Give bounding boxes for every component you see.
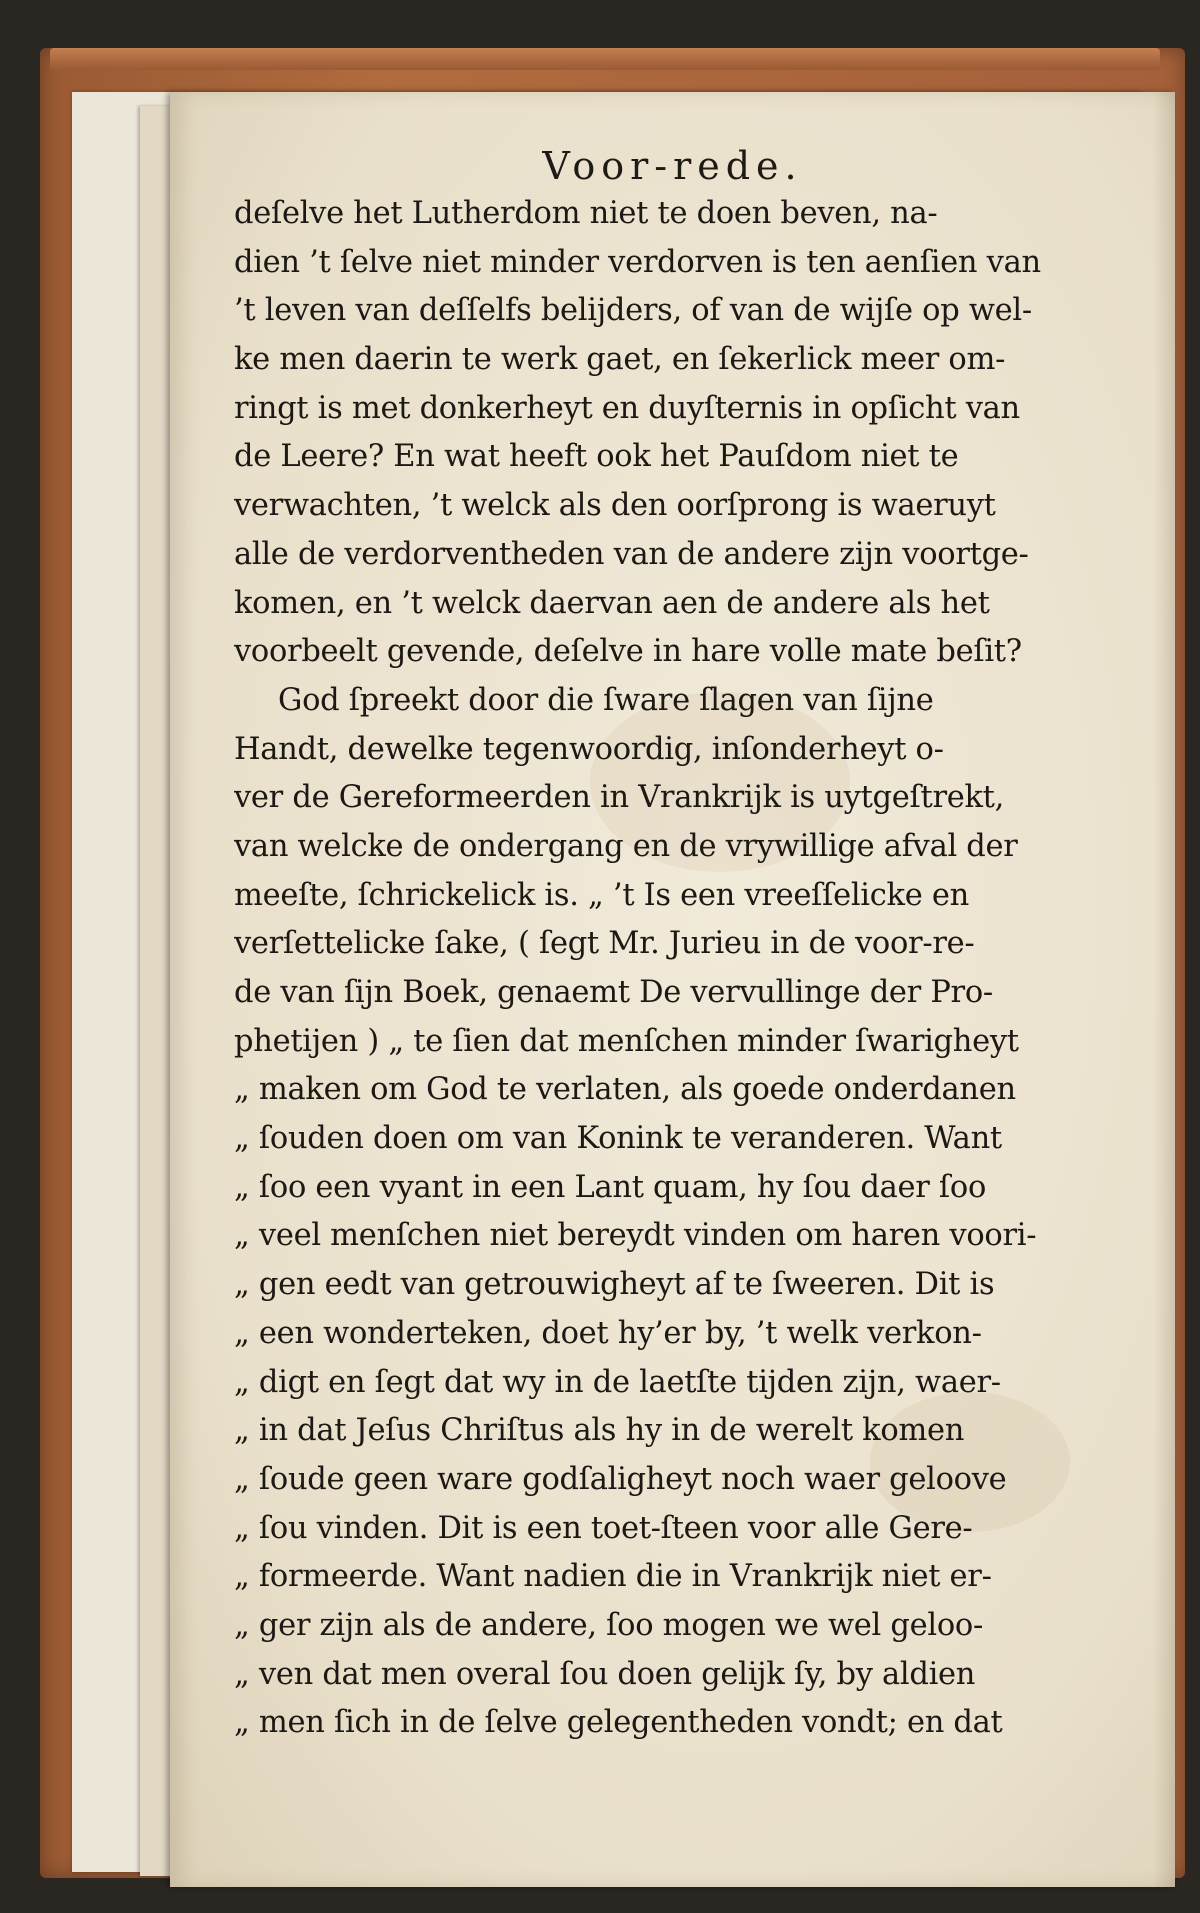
text-line: verſettelicke ſake, ( ſegt Mr. Jurieu in de voor-re-: [234, 926, 975, 962]
text-line: ’t leven van deſſelfs belijders, of van de wijſe op wel-: [234, 293, 1032, 329]
quote-line: „ men ſich in de ſelve gelegentheden vondt; en dat: [234, 1705, 1003, 1741]
text-line: de van ſijn Boek, genaemt De vervullinge der Pro-: [234, 975, 993, 1010]
quote-line: „ ſouden doen om van Konink te veranderen. Want: [234, 1121, 1002, 1157]
quote-line: „ ſoo een vyant in een Lant quam, hy ſou daer ſoo: [234, 1169, 987, 1205]
quote-line: „ maken om God te verlaten, als goede onderdanen: [234, 1072, 1016, 1108]
quote-line: „ veel menſchen niet bereydt vinden om haren voori-: [234, 1218, 1037, 1254]
text-line: meeſte, ſchrickelick is. „ ’t Is een vreeſſelicke en: [234, 877, 969, 913]
page-edge-shadow: [1153, 92, 1175, 1887]
text-line: deſelve het Lutherdom niet te doen beven, na-: [234, 196, 938, 231]
text-line: ke men daerin te werk gaet, en ſekerlick meer om-: [234, 342, 1006, 378]
running-head: Voor-rede.: [542, 144, 803, 188]
paragraph-start-line: God ſpreekt door die ſware ſlagen van ſijne: [278, 682, 934, 718]
quote-line: „ digt en ſegt dat wy in de laetſte tijden zijn, waer-: [234, 1364, 1001, 1400]
cover-top-edge: [50, 48, 1160, 70]
quote-line: „ in dat Jeſus Chriſtus als hy in de werelt komen: [234, 1413, 965, 1449]
quote-line: „ ſoude geen ware godſaligheyt noch waer geloove: [234, 1461, 1007, 1497]
text-line: ringt is met donkerheyt en duyſternis in opſicht van: [234, 390, 1020, 426]
text-line: dien ’t ſelve niet minder verdorven is ten aenſien van: [234, 244, 1041, 280]
quote-line: „ formeerde. Want nadien die in Vrankrijk niet er-: [234, 1559, 992, 1595]
text-line: phetijen ) „ te ſien dat menſchen minder ſwarigheyt: [234, 1023, 1019, 1059]
text-line: ver de Gereformeerden in Vrankrijk is uytgeſtrekt,: [234, 780, 1005, 816]
text-line: alle de verdorventheden van de andere zijn voortge-: [234, 536, 1029, 572]
text-line: de Leere? En wat heeft ook het Pauſdom niet te: [234, 439, 959, 475]
text-line: komen, en ’t welck daervan aen de andere als het: [234, 585, 990, 621]
quote-line: „ ſou vinden. Dit is een toet-ſteen voor alle Gere-: [234, 1510, 973, 1546]
body-text: [234, 190, 1154, 1748]
text-line: van welcke de ondergang en de vrywillige afval der: [234, 828, 1018, 864]
quote-line: „ ven dat men overal ſou doen gelijk ſy, by aldien: [234, 1656, 976, 1692]
text-line: voorbeelt gevende, deſelve in hare volle mate beſit?: [234, 634, 1022, 670]
book-page: [170, 92, 1175, 1887]
quote-line: „ ger zijn als de andere, ſoo mogen we wel geloo-: [234, 1607, 983, 1643]
quote-line: „ gen eedt van getrouwigheyt af te ſweeren. Dit is: [234, 1267, 995, 1303]
quote-line: „ een wonderteken, doet hy’er by, ’t welk verkon-: [234, 1315, 982, 1351]
text-line: Handt, dewelke tegenwoordig, inſonderheyt o-: [234, 731, 944, 767]
text-line: verwachten, ’t welck als den oorſprong is waeruyt: [234, 488, 996, 524]
